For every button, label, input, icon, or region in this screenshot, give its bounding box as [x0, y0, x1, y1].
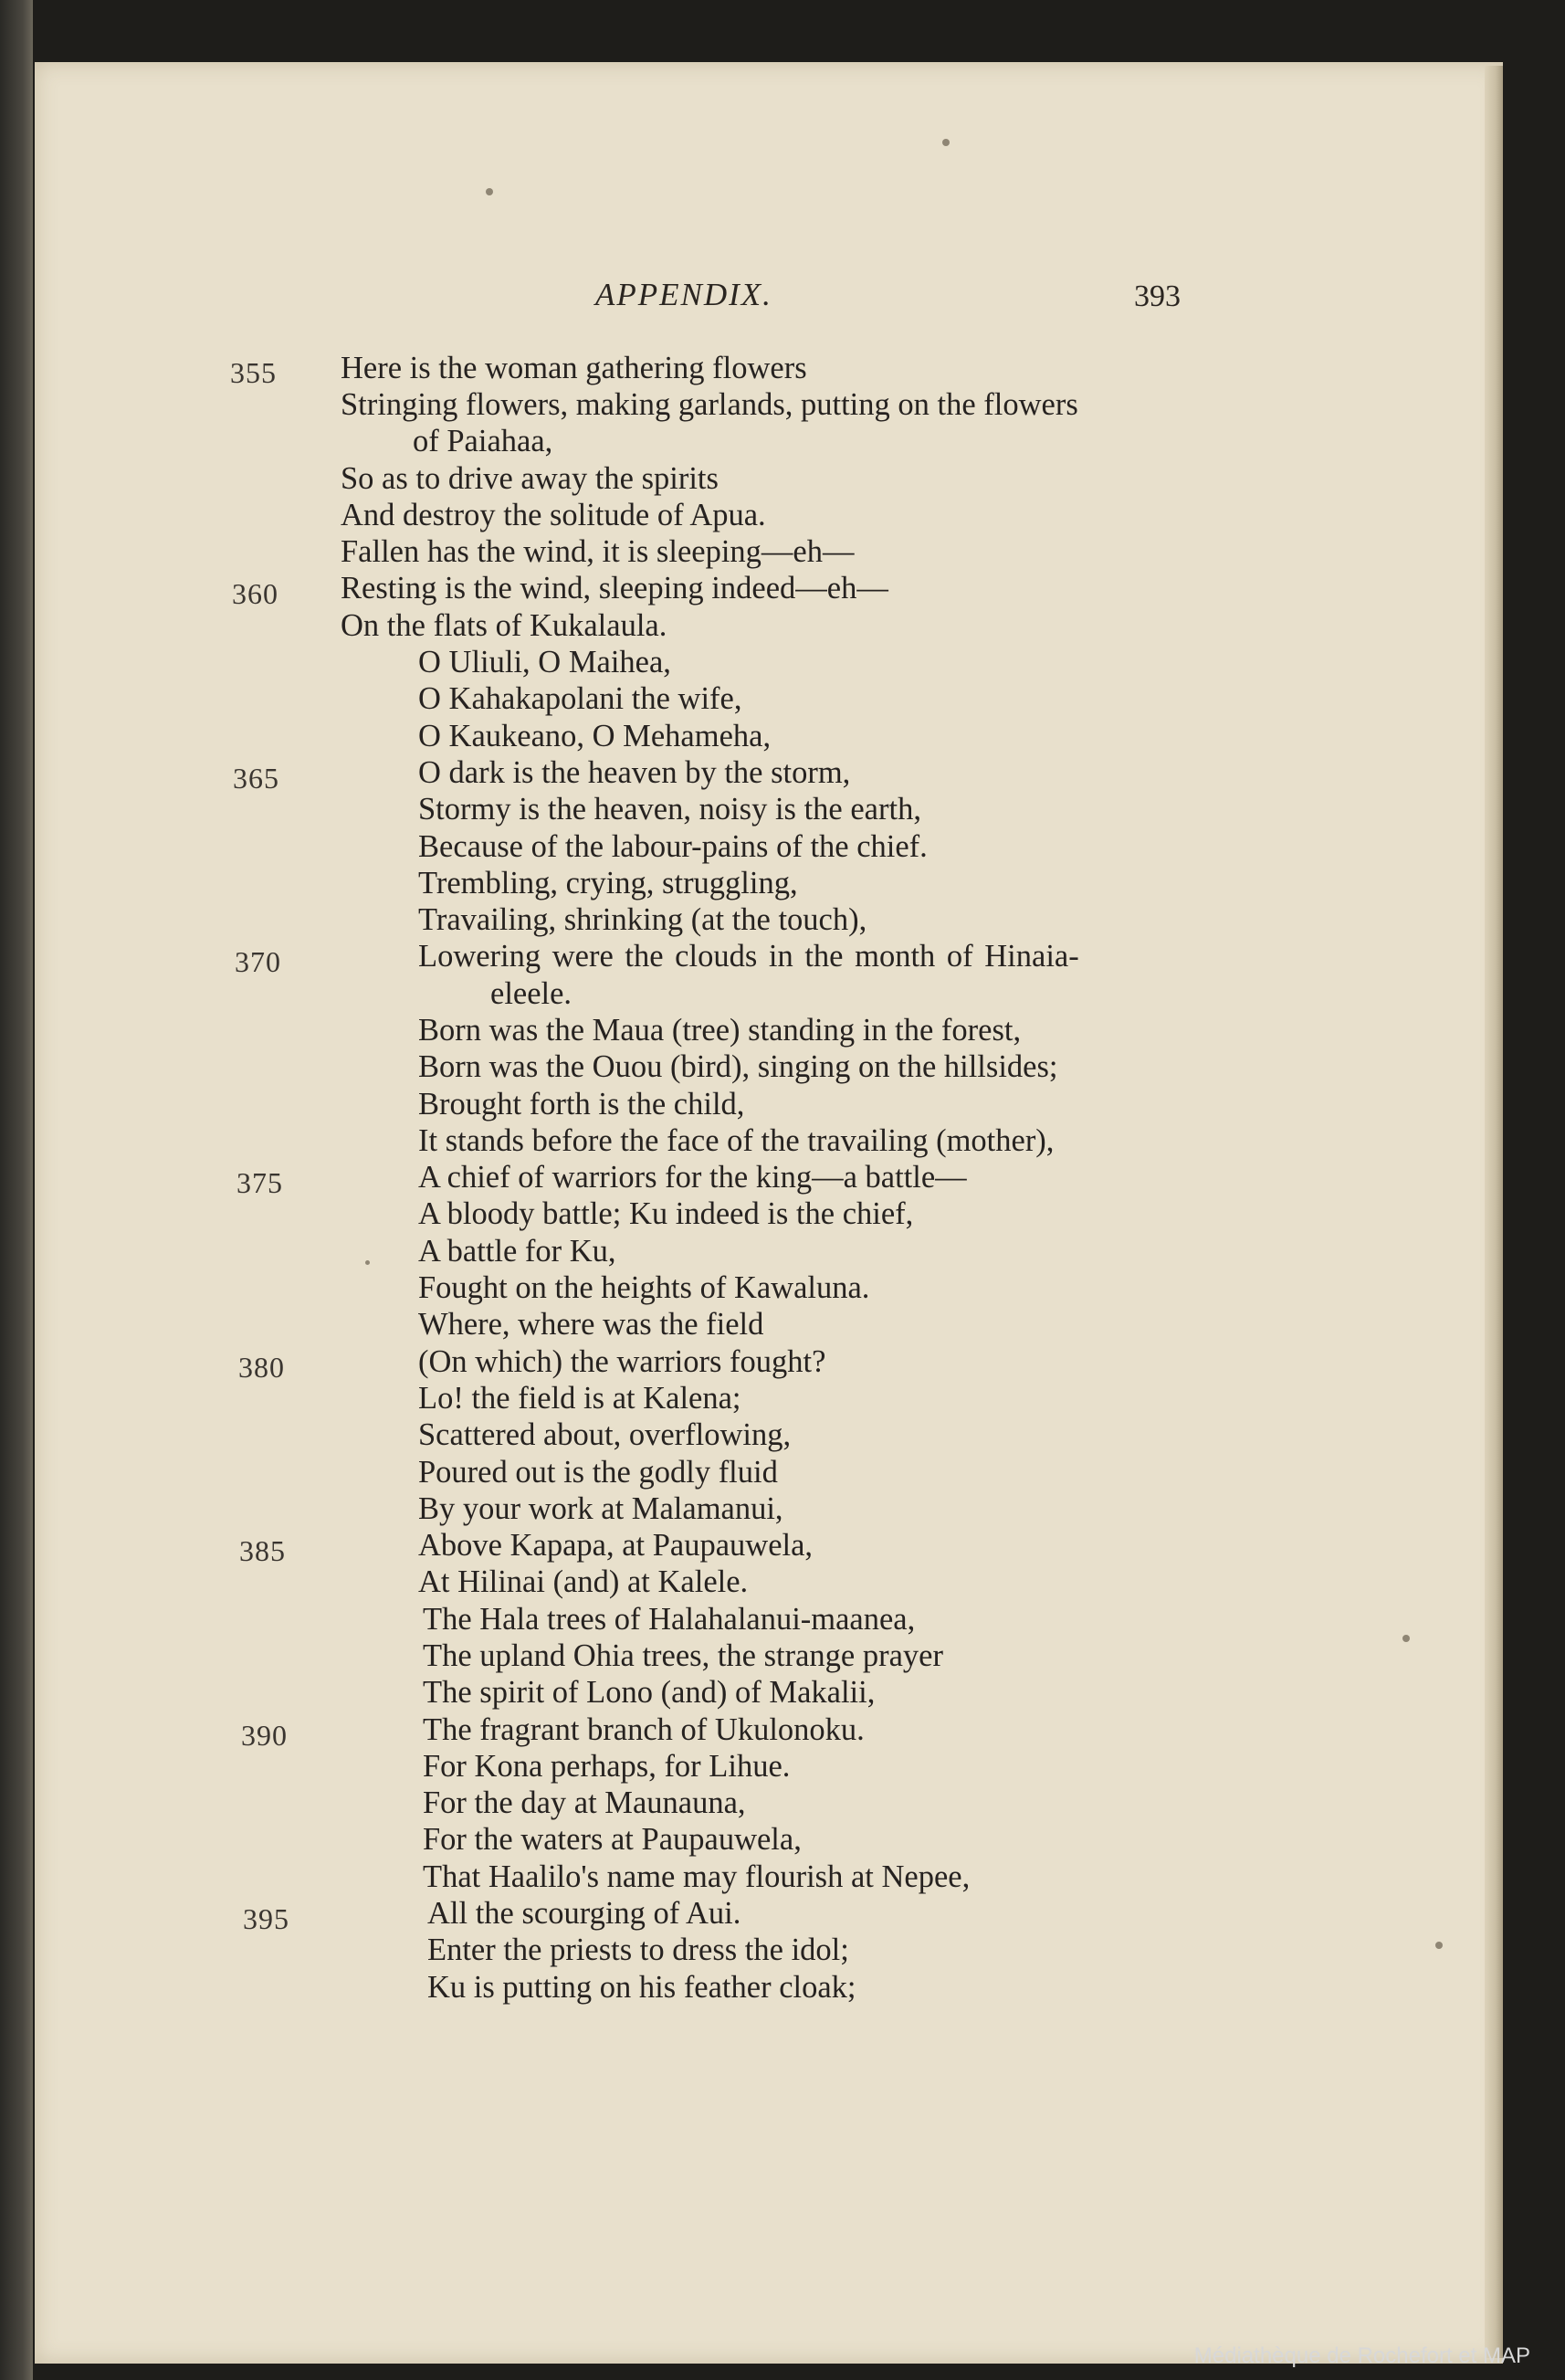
- poem-line: O Kahakapolani the wife,: [418, 681, 742, 716]
- poem-line: For Kona perhaps, for Lihue.: [423, 1749, 791, 1784]
- poem-line: So as to drive away the spirits: [341, 461, 719, 496]
- library-credit: Médiathèque de Rochefort et MAP: [1193, 2343, 1530, 2368]
- line-number: 370: [235, 945, 281, 978]
- poem-line: Stormy is the heaven, noisy is the earth,: [418, 792, 921, 827]
- poem-line: For the waters at Paupauwela,: [423, 1822, 802, 1857]
- poem-line: Brought forth is the child,: [418, 1087, 745, 1122]
- poem-line: Born was the Maua (tree) standing in the forest,: [418, 1013, 1022, 1048]
- line-number: 375: [236, 1166, 283, 1199]
- poem-line: Ku is putting on his feather cloak;: [427, 1970, 856, 2005]
- poem-line: eleele.: [490, 976, 572, 1011]
- book-binding: [0, 0, 33, 2380]
- poem-line: On the flats of Kukalaula.: [341, 608, 667, 643]
- line-number: 355: [230, 356, 277, 389]
- poem-line: O dark is the heaven by the storm,: [418, 755, 851, 790]
- paper-speck: [1435, 1942, 1443, 1949]
- poem-line: All the scourging of Aui.: [427, 1896, 741, 1931]
- poem-line: And destroy the solitude of Apua.: [341, 498, 766, 532]
- line-number: 385: [239, 1534, 286, 1567]
- poem-line: Trembling, crying, struggling,: [418, 866, 798, 900]
- poem-line: Fought on the heights of Kawaluna.: [418, 1270, 870, 1305]
- poem-line: That Haalilo's name may flourish at Nepee,: [423, 1859, 971, 1894]
- paper-speck: [486, 188, 493, 195]
- poem-line: O Kaukeano, O Mehameha,: [418, 719, 772, 753]
- line-number: 390: [241, 1719, 288, 1752]
- running-title: APPENDIX.: [595, 277, 772, 312]
- poem-line: A battle for Ku,: [418, 1234, 616, 1269]
- poem-line: Here is the woman gathering flowers: [341, 351, 807, 385]
- poem-line: The upland Ohia trees, the strange prayer: [423, 1638, 943, 1673]
- poem-line: O Uliuli, O Maihea,: [418, 645, 671, 679]
- poem-line: For the day at Maunauna,: [423, 1785, 746, 1820]
- poem-line: Lo! the field is at Kalena;: [418, 1381, 741, 1416]
- paper-speck: [1402, 1635, 1410, 1642]
- poem-line: of Paiahaa,: [413, 424, 553, 458]
- poem-line: A chief of warriors for the king—a battle—: [418, 1160, 967, 1195]
- poem-line: At Hilinai (and) at Kalele.: [418, 1564, 749, 1599]
- line-number: 360: [232, 577, 278, 610]
- poem-line: Scattered about, overflowing,: [418, 1417, 792, 1452]
- poem-line: Poured out is the godly fluid: [418, 1455, 778, 1490]
- poem-line: Stringing flowers, making garlands, putting on the flowers: [341, 387, 1078, 422]
- poem-line: Resting is the wind, sleeping indeed—eh—: [341, 571, 888, 606]
- poem-line: Because of the labour-pains of the chief.: [418, 829, 928, 864]
- poem-line: A bloody battle; Ku indeed is the chief,: [418, 1196, 914, 1231]
- poem-line: Travailing, shrinking (at the touch),: [418, 902, 867, 937]
- poem-line: The fragrant branch of Ukulonoku.: [423, 1712, 865, 1747]
- poem-line: Above Kapapa, at Paupauwela,: [418, 1528, 814, 1563]
- paper-speck: [942, 139, 950, 146]
- page-number: 393: [1134, 279, 1181, 313]
- line-number: 395: [243, 1902, 289, 1935]
- poem-line: Born was the Ouou (bird), singing on the hillsides;: [418, 1049, 1058, 1084]
- poem-line: (On which) the warriors fought?: [418, 1344, 826, 1379]
- poem-line: Lowering were the clouds in the month of Hinaia-: [418, 939, 1079, 974]
- poem-line: Enter the priests to dress the idol;: [427, 1932, 849, 1967]
- line-number: 365: [233, 762, 279, 795]
- page-edge: [1485, 66, 1503, 2358]
- poem-line: Fallen has the wind, it is sleeping—eh—: [341, 534, 855, 569]
- line-number: 380: [238, 1351, 285, 1384]
- poem-line: It stands before the face of the travailing (mother),: [418, 1123, 1055, 1158]
- poem-line: Where, where was the field: [418, 1307, 764, 1342]
- poem-line: The Hala trees of Halahalanui-maanea,: [423, 1602, 916, 1637]
- poem-line: By your work at Malamanui,: [418, 1491, 783, 1526]
- paper-speck: [365, 1260, 370, 1265]
- poem-line: The spirit of Lono (and) of Makalii,: [423, 1675, 876, 1710]
